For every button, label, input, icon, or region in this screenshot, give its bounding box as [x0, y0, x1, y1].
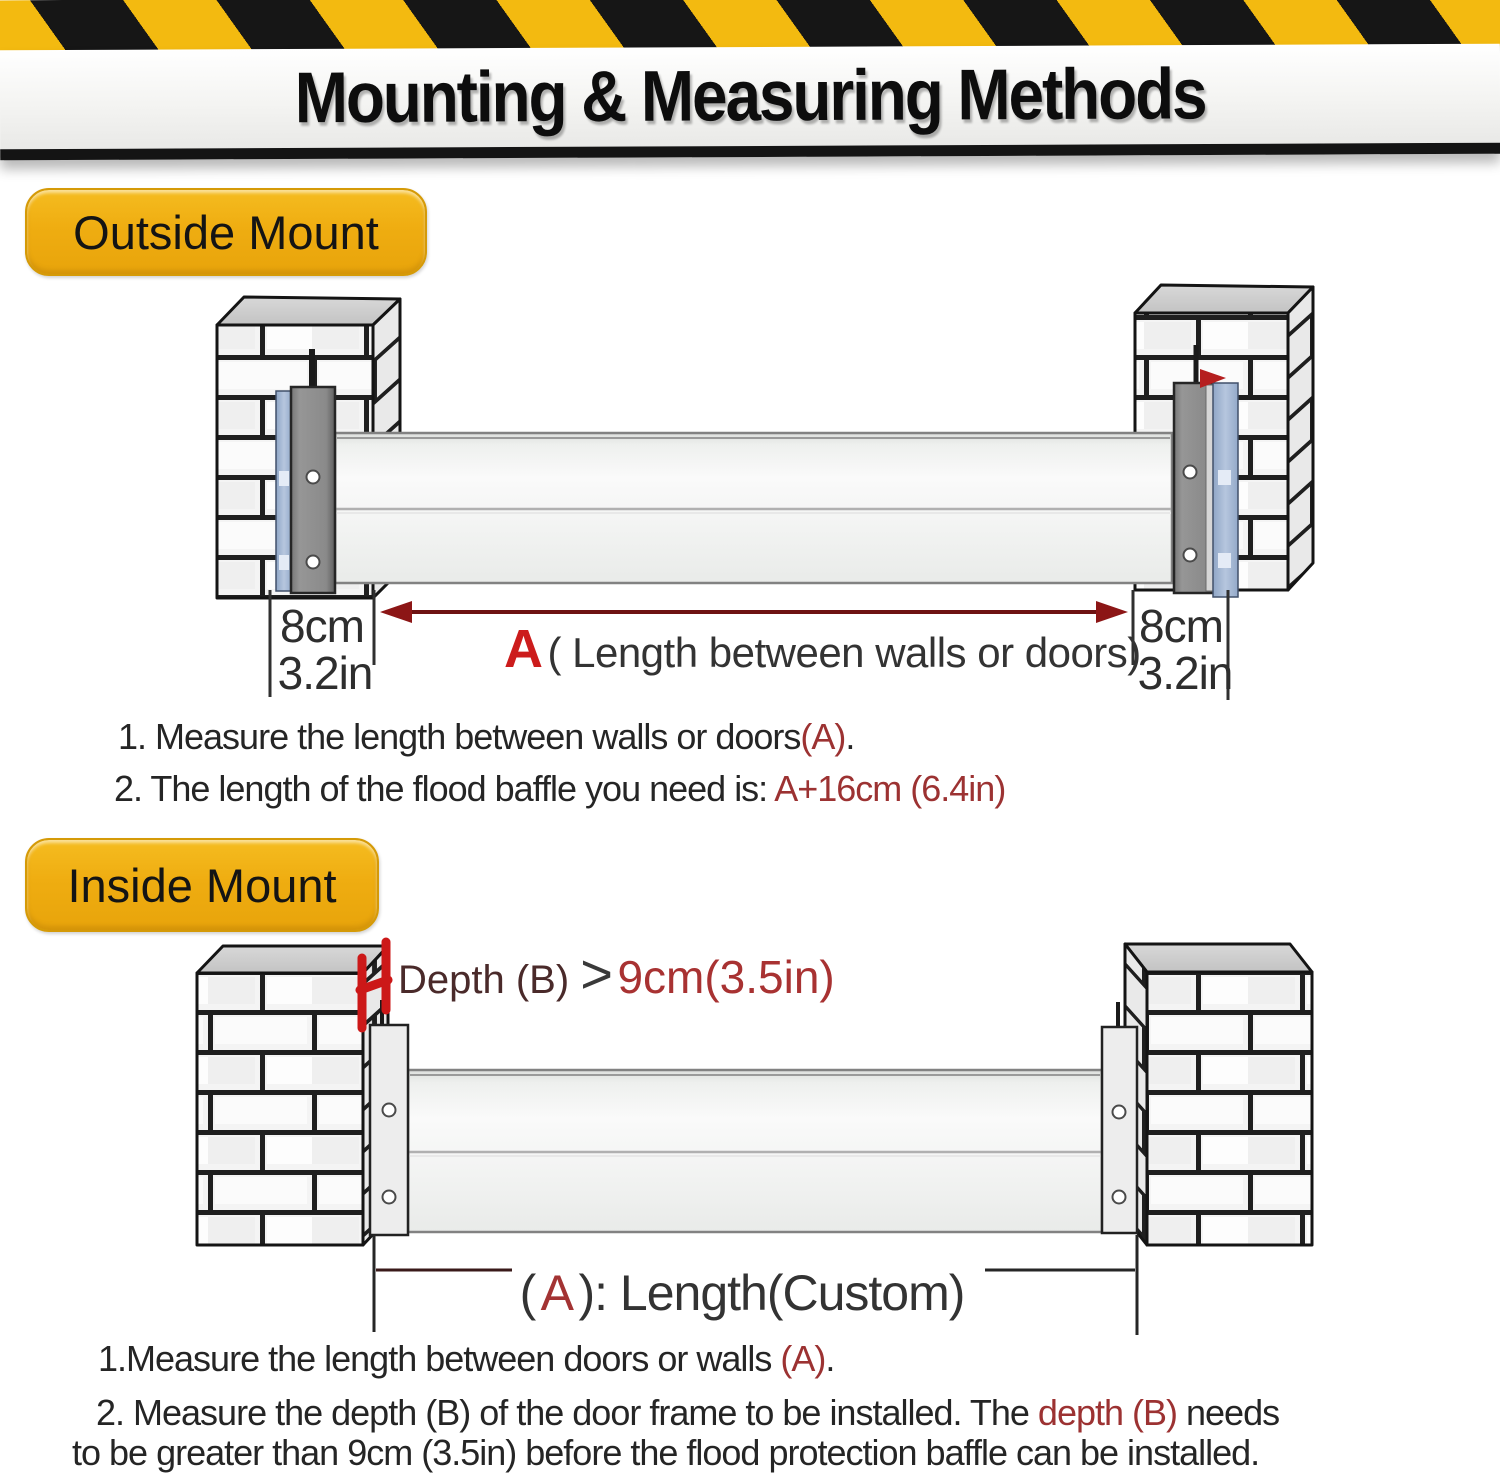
inside-mount-badge — [25, 838, 379, 932]
inside-measurement — [374, 1235, 1137, 1335]
page-title: Mounting & Measuring Methods — [294, 54, 1206, 139]
outside-mount-diagram — [0, 275, 1500, 705]
step-text: to be greater than 9cm (3.5in) before the flood protection baffle can be installed. — [72, 1432, 1260, 1473]
inside-step-2-line-2 — [72, 1432, 1259, 1474]
inside-step-1 — [98, 1338, 834, 1380]
label-text: ): Length(Custom) — [578, 1265, 965, 1321]
screw-hole — [307, 556, 320, 569]
inside-right-bracket — [1102, 1002, 1137, 1233]
custom-length-label — [520, 1265, 965, 1321]
inside-mount-badge-label: Inside Mount — [67, 858, 337, 912]
step-text: 2. Measure the depth (B) of the door frame to be installed. The — [96, 1392, 1038, 1433]
seal-mark — [1218, 470, 1231, 485]
pillar-top-face — [1125, 944, 1312, 972]
inside-right-pillar — [1125, 944, 1312, 1245]
pillar-side-face — [1288, 287, 1313, 590]
inside-step-2-line-1 — [96, 1392, 1279, 1434]
screw-hole — [1184, 549, 1197, 562]
seal-mark — [279, 471, 289, 486]
step-highlight: (A) — [800, 716, 846, 757]
seal-mark — [1218, 553, 1231, 568]
step-text: . — [845, 716, 855, 757]
step-text: 2. The length of the flood baffle you need is: — [114, 768, 775, 809]
step-text: 1.Measure the length between doors or walls — [98, 1338, 781, 1379]
depth-value: 9cm(3.5in) — [617, 951, 835, 1003]
pillar-top-face — [217, 297, 400, 325]
arrow-left-icon — [380, 601, 412, 623]
offset-right-in: 3.2in — [1137, 647, 1233, 699]
screw-hole — [1113, 1106, 1126, 1119]
offset-right-cm: 8cm — [1139, 600, 1223, 652]
greater-than-sign: > — [580, 942, 613, 1005]
inside-left-bracket — [370, 1000, 408, 1235]
outside-step-1 — [118, 716, 854, 758]
outside-step-2 — [114, 768, 1005, 810]
screw-hole — [307, 471, 320, 484]
channel-flange — [1206, 385, 1213, 591]
label-a-letter: A — [540, 1265, 575, 1321]
flood-barrier — [335, 433, 1172, 583]
screw-hole — [383, 1191, 396, 1204]
offset-left-cm: 8cm — [280, 600, 364, 652]
outside-mount-badge-label: Outside Mount — [73, 205, 379, 259]
inside-mount-diagram — [0, 930, 1500, 1340]
arrow-right-icon — [1096, 601, 1128, 623]
span-a-letter: A — [504, 619, 543, 679]
pillar-front-face — [1147, 972, 1312, 1245]
outside-measurement — [270, 590, 1232, 700]
step-text: needs — [1177, 1392, 1280, 1433]
outside-mount-badge — [25, 188, 427, 276]
step-text: 1. Measure the length between walls or doors — [118, 716, 801, 757]
step-text: . — [825, 1338, 835, 1379]
seal-mark — [279, 555, 289, 570]
label-paren: ( — [519, 1265, 537, 1321]
screw-hole — [383, 1104, 396, 1117]
step-highlight: (A) — [780, 1338, 826, 1379]
depth-label — [398, 942, 835, 1005]
depth-label-text: Depth (B) — [398, 958, 581, 1002]
step-highlight: depth (B) — [1037, 1392, 1177, 1433]
flood-barrier — [408, 1070, 1102, 1232]
screw-hole — [1113, 1191, 1126, 1204]
pillar-top-face — [1135, 285, 1313, 313]
title-banner — [0, 44, 1500, 161]
step-highlight: A+16cm (6.4in) — [774, 768, 1006, 809]
span-length-label — [504, 619, 1141, 679]
outside-right-bracket — [1174, 345, 1238, 597]
span-text: ( Length between walls or doors) — [547, 629, 1141, 676]
offset-left-in: 3.2in — [277, 647, 373, 699]
screw-hole — [1184, 466, 1197, 479]
pillar-front-face — [197, 973, 363, 1245]
